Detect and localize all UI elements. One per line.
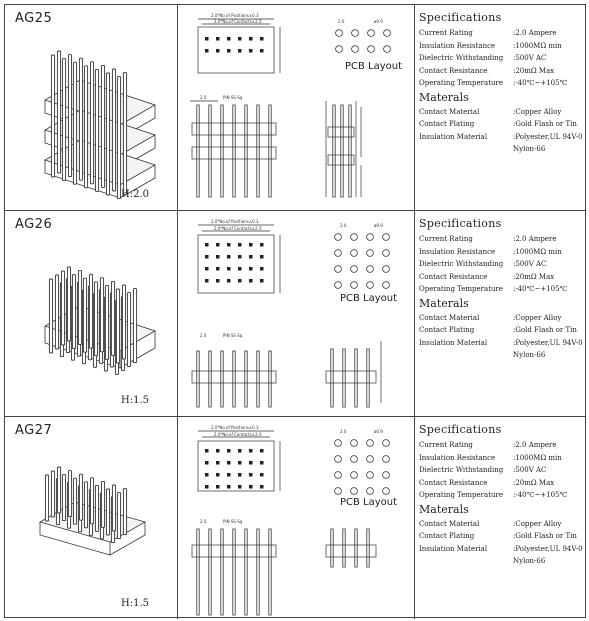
spec-row: Dielectric Withstanding :500V AC	[419, 466, 547, 474]
spec-row: Operating Temperature :-40℃~+105℃	[419, 79, 568, 87]
side-pin	[355, 349, 357, 407]
pin-shape	[68, 55, 71, 177]
side-pin	[233, 105, 235, 197]
material-row: Contact Plating :Gold Flash or Tin	[419, 326, 577, 334]
pcb-hole	[351, 234, 358, 241]
spec-row: Current Rating :2.0 Ampere	[419, 441, 557, 449]
contact-square	[216, 243, 220, 247]
contact-square	[227, 279, 231, 283]
contact-square	[249, 473, 253, 477]
pin-shape	[79, 58, 82, 180]
dim-outer-label: 2.0*No.of Positions±0.3	[211, 219, 259, 224]
dim-pin-label: PIN SS Sq	[223, 519, 243, 524]
contact-square	[227, 255, 231, 259]
material-row: Insulation Material :Polyester,UL 94V-0	[419, 132, 583, 141]
pin-shape	[61, 271, 64, 345]
pin-shape	[106, 73, 109, 195]
material-row: Insulation Material :Polyester,UL 94V-0	[419, 338, 583, 347]
side-pin	[367, 349, 369, 407]
connector-isometric-drawing	[5, 5, 178, 211]
dim-pin-label: PIN SS Sq	[223, 333, 243, 338]
material-row: Contact Plating :Gold Flash or Tin	[419, 120, 577, 128]
dim-pitch-label: 2.0	[200, 95, 207, 100]
side-pin	[197, 105, 199, 197]
side-pin	[331, 349, 333, 407]
pin-shape	[83, 278, 86, 352]
contact-square	[249, 449, 253, 453]
pcb-hole	[351, 472, 358, 479]
spec-row: Dielectric Withstanding :500V AC	[419, 260, 547, 268]
contact-square	[260, 255, 264, 259]
material-continuation: Nylon-66	[513, 557, 546, 565]
dimension-drawing	[178, 417, 415, 619]
pcb-hole	[367, 266, 374, 273]
contact-square	[238, 267, 242, 271]
pcb-hole	[352, 30, 359, 37]
contact-square	[205, 485, 209, 489]
spec-row: Insulation Resistance :1000MΩ min	[419, 41, 562, 50]
pcb-hole	[351, 440, 358, 447]
contact-square	[205, 267, 209, 271]
pin-shape	[117, 77, 120, 199]
side-pin	[269, 351, 271, 407]
spec-row: Insulation Resistance :1000MΩ min	[419, 453, 562, 462]
dim-pitch-pcb-label: 2.0	[340, 429, 347, 434]
spec-row: Dielectric Withstanding :500V AC	[419, 54, 547, 62]
spec-title: Specifications	[419, 11, 502, 24]
pcb-hole	[367, 282, 374, 289]
dim-pitch-label: 2.0	[200, 519, 207, 524]
spec-block	[419, 423, 583, 567]
contact-square	[260, 461, 264, 465]
pin-shape	[106, 489, 109, 535]
contact-square	[216, 473, 220, 477]
side-pin	[257, 105, 259, 197]
drawing-cell	[178, 417, 415, 619]
contact-square	[238, 37, 242, 41]
dim-inner-label: 2.0*No.of Contacts±2.0	[214, 226, 262, 231]
pcb-hole	[367, 472, 374, 479]
contact-square	[249, 267, 253, 271]
side-pin	[343, 529, 345, 567]
pin-shape	[84, 482, 87, 528]
spec-title: Specifications	[419, 217, 502, 230]
model-label: AG26	[15, 217, 53, 232]
pin-shape	[45, 475, 48, 521]
spec-row: Contact Resistance :20mΩ Max	[419, 478, 555, 487]
side-pin	[331, 529, 333, 567]
pin-shape	[101, 65, 104, 187]
side-pin	[233, 351, 235, 407]
pcb-hole	[351, 266, 358, 273]
height-label: H:1.5	[121, 598, 149, 609]
drawing-cell	[178, 211, 415, 416]
contact-square	[227, 267, 231, 271]
pin-shape	[101, 481, 104, 527]
side-pin	[269, 529, 271, 615]
spec-block	[419, 217, 583, 361]
side-pin	[197, 529, 199, 615]
material-row: Insulation Material :Polyester,UL 94V-0	[419, 544, 583, 553]
contact-square	[216, 49, 220, 53]
side-pin	[209, 351, 211, 407]
pin-shape	[62, 475, 65, 521]
contact-square	[227, 37, 231, 41]
product-row-ag27	[5, 417, 585, 619]
dim-outer-label: 2.0*No.of Positions±0.3	[211, 13, 259, 18]
side-pin	[355, 529, 357, 567]
material-row: Contact Material :Copper Alloy	[419, 519, 562, 528]
dim-pitch-pcb-label: 2.0	[338, 19, 345, 24]
pin-shape	[55, 275, 58, 349]
contact-square	[238, 449, 242, 453]
pcb-hole	[335, 456, 342, 463]
pcb-hole	[352, 46, 359, 53]
pin-shape	[95, 485, 98, 531]
contact-square	[216, 461, 220, 465]
pcb-hole	[335, 472, 342, 479]
pcb-layout-label: PCB Layout	[345, 61, 403, 72]
pcb-hole	[367, 440, 374, 447]
pcb-hole	[383, 250, 390, 257]
pcb-hole	[367, 250, 374, 257]
dim-inner-label: 2.0*No.of Contacts±2.0	[214, 19, 262, 24]
contact-square	[238, 49, 242, 53]
pin-shape	[95, 69, 98, 191]
side-pin	[245, 529, 247, 615]
dimension-drawing	[178, 211, 415, 417]
materials-title: Materals	[419, 502, 469, 516]
connector-isometric-drawing	[5, 211, 178, 417]
pcb-hole	[383, 472, 390, 479]
dimension-drawing	[178, 5, 415, 211]
dim-hole-label: ø0.9	[374, 223, 383, 228]
pin-shape	[73, 62, 76, 184]
pin-shape	[90, 478, 93, 524]
spec-row: Current Rating :2.0 Ampere	[419, 235, 557, 243]
contact-square	[205, 473, 209, 477]
pcb-hole	[367, 456, 374, 463]
contact-square	[205, 255, 209, 259]
pin-shape	[127, 293, 130, 367]
side-pin	[197, 351, 199, 407]
spec-row: Contact Resistance :20mΩ Max	[419, 272, 555, 281]
contact-square	[205, 279, 209, 283]
contact-square	[249, 49, 253, 53]
contact-square	[249, 279, 253, 283]
side-pin	[209, 529, 211, 615]
pcb-hole	[351, 488, 358, 495]
dim-hole-label: ø0.9	[374, 19, 383, 24]
pin-shape	[89, 274, 92, 348]
product-image-cell	[5, 211, 178, 416]
spec-title: Specifications	[419, 423, 502, 436]
side-pin	[245, 351, 247, 407]
spec-row: Contact Resistance :20mΩ Max	[419, 66, 555, 75]
pcb-hole	[367, 488, 374, 495]
side-pin	[221, 529, 223, 615]
side-pin	[257, 529, 259, 615]
dim-pitch-label: 2.0	[200, 333, 207, 338]
pin-shape	[57, 467, 60, 513]
pcb-hole	[335, 234, 342, 241]
pin-shape	[72, 275, 75, 349]
side-pin	[269, 105, 271, 197]
side-pin	[343, 349, 345, 407]
side-pin	[209, 105, 211, 197]
spec-row: Operating Temperature :-40℃~+105℃	[419, 491, 568, 499]
contact-square	[205, 49, 209, 53]
contact-square	[227, 461, 231, 465]
contact-square	[205, 461, 209, 465]
spec-cell	[415, 417, 587, 619]
pcb-hole	[384, 30, 391, 37]
contact-square	[238, 279, 242, 283]
side-pin	[333, 105, 335, 197]
pcb-hole	[335, 266, 342, 273]
contact-square	[260, 485, 264, 489]
side-pin	[221, 105, 223, 197]
pin-shape	[117, 493, 120, 539]
height-label: H:2.0	[121, 189, 149, 200]
drawing-cell	[178, 5, 415, 210]
contact-square	[249, 485, 253, 489]
contact-square	[249, 243, 253, 247]
pcb-hole	[335, 282, 342, 289]
datasheet-table	[4, 4, 586, 618]
contact-square	[227, 485, 231, 489]
spec-row: Insulation Resistance :1000MΩ min	[419, 247, 562, 256]
pin-shape	[123, 489, 126, 535]
model-label: AG27	[15, 423, 53, 438]
dim-pin-label: PIN SS Sq	[223, 95, 243, 100]
contact-square	[216, 37, 220, 41]
height-label: H:1.5	[121, 395, 149, 406]
pin-shape	[78, 271, 81, 345]
pin-shape	[112, 69, 115, 191]
pcb-hole	[335, 440, 342, 447]
material-row: Contact Plating :Gold Flash or Tin	[419, 532, 577, 540]
pin-shape	[62, 59, 65, 181]
contact-square	[216, 485, 220, 489]
contact-square	[238, 485, 242, 489]
pin-shape	[84, 66, 87, 188]
pin-shape	[123, 73, 126, 195]
pcb-layout-label: PCB Layout	[340, 497, 398, 508]
pcb-hole	[384, 46, 391, 53]
spec-row: Current Rating :2.0 Ampere	[419, 29, 557, 37]
contact-square	[216, 279, 220, 283]
contact-square	[249, 37, 253, 41]
contact-square	[205, 243, 209, 247]
spec-cell	[415, 211, 587, 416]
pin-shape	[49, 279, 52, 353]
pin-shape	[111, 281, 114, 355]
pcb-hole	[367, 234, 374, 241]
pin-shape	[100, 278, 103, 352]
side-pin	[233, 529, 235, 615]
side-pin	[257, 351, 259, 407]
side-pin	[245, 105, 247, 197]
pin-shape	[122, 285, 125, 359]
dim-hole-label: ø0.9	[374, 429, 383, 434]
materials-title: Materals	[419, 90, 469, 104]
pin-shape	[116, 289, 119, 363]
material-row: Contact Material :Copper Alloy	[419, 107, 562, 116]
contact-square	[249, 255, 253, 259]
contact-square	[227, 449, 231, 453]
material-continuation: Nylon-66	[513, 351, 546, 359]
pcb-hole	[368, 30, 375, 37]
pcb-layout-label: PCB Layout	[340, 293, 398, 304]
contact-square	[238, 243, 242, 247]
pin-shape	[112, 485, 115, 531]
dim-outer-label: 2.0*No.of Positions±0.3	[211, 425, 259, 430]
pcb-hole	[351, 282, 358, 289]
pin-shape	[90, 62, 93, 184]
pcb-hole	[335, 488, 342, 495]
pin-shape	[57, 51, 60, 173]
pcb-hole	[383, 456, 390, 463]
pcb-hole	[336, 30, 343, 37]
material-row: Contact Material :Copper Alloy	[419, 313, 562, 322]
contact-square	[205, 37, 209, 41]
contact-square	[260, 449, 264, 453]
product-image-cell	[5, 5, 178, 210]
spec-row: Operating Temperature :-40℃~+105℃	[419, 285, 568, 293]
pcb-hole	[336, 46, 343, 53]
product-image-cell	[5, 417, 178, 619]
spec-cell	[415, 5, 587, 210]
pin-shape	[73, 478, 76, 524]
model-label: AG25	[15, 11, 53, 26]
side-pin	[367, 529, 369, 567]
pin-shape	[51, 471, 54, 517]
spec-block	[419, 11, 583, 155]
pcb-hole	[351, 250, 358, 257]
pcb-hole	[383, 282, 390, 289]
contact-square	[216, 267, 220, 271]
contact-square	[260, 473, 264, 477]
pin-shape	[94, 282, 97, 356]
contact-square	[260, 49, 264, 53]
pin-shape	[133, 289, 136, 363]
contact-square	[260, 267, 264, 271]
side-pin	[349, 105, 351, 197]
material-continuation: Nylon-66	[513, 145, 546, 153]
pin-shape	[51, 55, 54, 177]
contact-square	[238, 461, 242, 465]
pcb-hole	[351, 456, 358, 463]
contact-square	[227, 49, 231, 53]
contact-square	[216, 255, 220, 259]
dim-pitch-pcb-label: 2.0	[340, 223, 347, 228]
pcb-hole	[383, 488, 390, 495]
pin-shape	[67, 267, 70, 341]
contact-square	[238, 473, 242, 477]
contact-square	[216, 449, 220, 453]
contact-square	[227, 473, 231, 477]
dim-inner-label: 2.0*No.of Contacts±2.0	[214, 432, 262, 437]
contact-square	[249, 461, 253, 465]
contact-square	[227, 243, 231, 247]
pcb-hole	[368, 46, 375, 53]
connector-isometric-drawing	[5, 417, 178, 619]
contact-square	[205, 449, 209, 453]
pcb-hole	[335, 250, 342, 257]
pcb-hole	[383, 440, 390, 447]
pin-shape	[68, 471, 71, 517]
pin-shape	[79, 474, 82, 520]
contact-square	[238, 255, 242, 259]
pin-shape	[105, 285, 108, 359]
product-row-ag26	[5, 211, 585, 417]
side-pin	[341, 105, 343, 197]
contact-square	[260, 243, 264, 247]
side-pin	[221, 351, 223, 407]
product-row-ag25	[5, 5, 585, 211]
contact-square	[260, 279, 264, 283]
contact-square	[260, 37, 264, 41]
materials-title: Materals	[419, 296, 469, 310]
pcb-hole	[383, 266, 390, 273]
pcb-hole	[383, 234, 390, 241]
